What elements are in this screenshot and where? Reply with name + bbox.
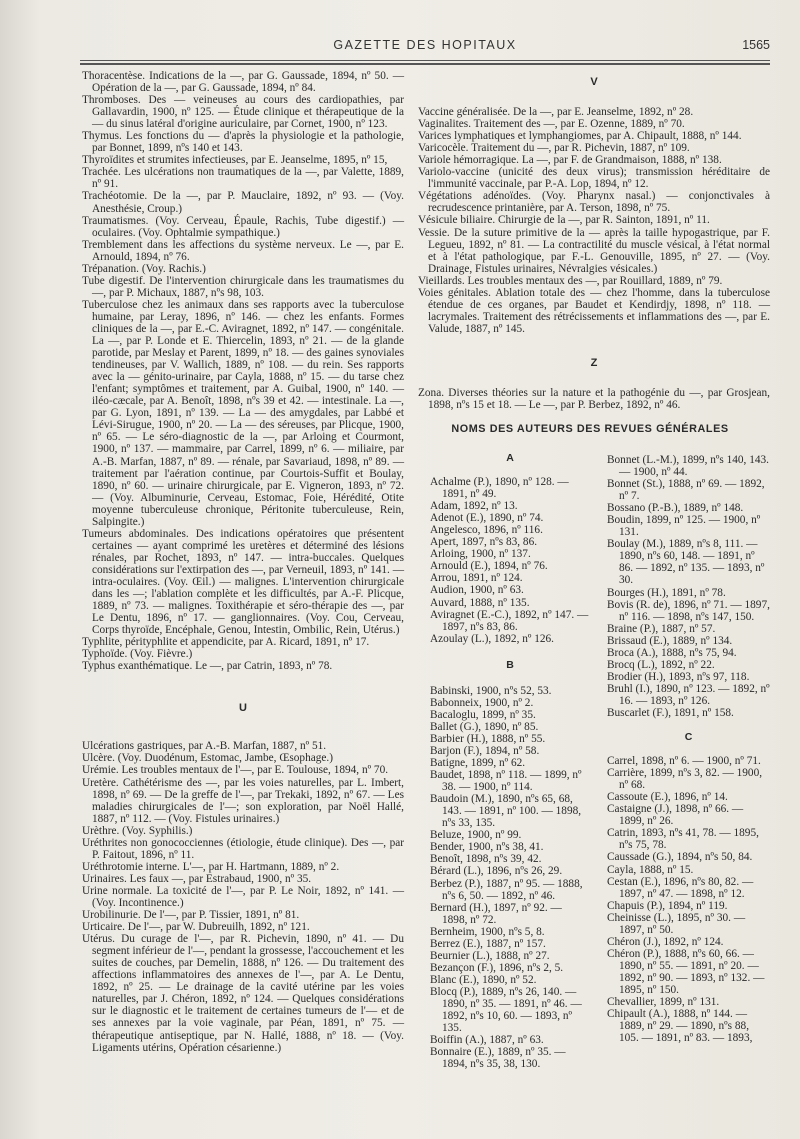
author-entry: Brissaud (E.), 1889, nº 134.: [607, 634, 733, 647]
author-entry: Beurnier (L.), 1888, nº 27.: [430, 949, 550, 962]
authors-b-continued-list: [607, 454, 770, 719]
author-entry: Broca (A.), 1888, nºs 75, 94.: [607, 646, 737, 659]
author-entry: Bossano (P.-B.), 1889, nº 148.: [607, 502, 744, 515]
author-entry: Boiffin (A.), 1887, nº 63.: [430, 1034, 544, 1047]
index-entry: Tremblement dans les affections du système nerveux. Le —, par E. Arnould, 1894, nº 76.: [82, 238, 404, 263]
author-entry: Babonneix, 1900, nº 2.: [430, 696, 534, 709]
index-entry: Traumatismes. (Voy. Cerveau, Épaule, Rachis, Tube digestif.) — oculaires. (Voy. Ophtalmie sympathique.): [82, 214, 404, 239]
header-rule-thick: [80, 63, 770, 65]
index-entry: Trachée. Les ulcérations non traumatiques de la —, par Valette, 1889, nº 91.: [82, 166, 404, 191]
index-entry: Varicocèle. Traitement du —, par R. Pichevin, 1887, nº 109.: [418, 142, 690, 155]
author-entry: Bovis (R. de), 1896, nº 71. — 1897, nº 116. — 1898, nºs 147, 150.: [607, 598, 770, 623]
authors-b-list: [430, 685, 590, 1071]
author-entry: Arloing, 1900, nº 137.: [430, 548, 531, 561]
authors-a-list: [430, 476, 590, 645]
author-entry: Blocq (P.), 1889, nºs 26, 140. — 1890, nº 35. — 1891, nº 46. — 1892, nºs 10, 60. — 1893, nº 135.: [430, 985, 582, 1035]
author-entry: Chapuis (P.), 1894, nº 119.: [607, 899, 728, 912]
index-entry: Végétations adénoïdes. (Voy. Pharynx nasal.) — conjonctivales à recrudescence printanière, par A. Terson, 1898, nº 75.: [418, 190, 770, 215]
index-entry: Typhus exanthématique. Le —, par Catrin, 1893, nº 78.: [82, 660, 333, 673]
author-entry: Chipault (A.), 1888, nº 144. — 1889, nº 29. — 1890, nºs 88, 105. — 1891, nº 83. — 1893,: [607, 1008, 753, 1045]
author-entry: Bernheim, 1900, nºs 5, 8.: [430, 925, 545, 938]
author-entry: Carrière, 1899, nºs 3, 82. — 1900, nº 68.: [607, 767, 763, 792]
index-entry: Thymus. Les fonctions du — d'après la physiologie et la pathologie, par Bonnet, 1899, nºs 140 et 143.: [82, 130, 404, 155]
index-entry: Uretère. Cathétérisme des —, par les voies naturelles, par L. Imbert, 1898, nº 69. — De la greffe de l'—, par Trekaki, 1892, nº 67. — Les maladies chirurgicales de l'—; son exploration, par Noël Hallé, 1887, nº 112. — (Voy. Fistules urinaires.): [82, 776, 404, 825]
author-entry: Brodier (H.), 1893, nºs 97, 118.: [607, 670, 750, 683]
author-entry: Adam, 1892, nº 13.: [430, 500, 518, 513]
index-entry: Thromboses. Des — veineuses au cours des cardiopathies, par Gallavardin, 1900, nº 125. — Étude clinique et thérapeutique de la — du sinus latéral d'origine auriculaire, par Cornet, 1900, nº 123.: [82, 94, 404, 131]
entries-z: [418, 387, 770, 411]
author-entry: Chevallier, 1899, nº 131.: [607, 996, 720, 1009]
index-entry: Tuberculose chez les animaux dans ses rapports avec la tuberculose humaine, par Leray, 1896, nº 146. — chez les enfants. Formes cliniques de la —, par E.-C. Aviragnet, 1892, nº 147. — congénitale. La —, par P. Londe et E. Thiercelin, 1893, nº 21. — de la glande parotide, par Meslay et Parent, 1899, nº 18. — des gaines synoviales tendineuses, par V. Wallich, 1889, nº 108. — du rein. Ses rapports avec la — génito-urinaire, par Cayla, 1888, nº 15. — du tarse chez l'enfant; symptômes et traitement, par A. Guibal, 1900, nº 140. — iléo-cæcale, par A. Benoît, 1898, nºs 39 et 42. — intestinale. La —, par G. Lyon, 1891, nº 139. — La — des amygdales, par Labbé et Lévi-Sirugue, 1900, nº 20. — La — des séreuses, par Plicque, 1900, nº 65. — Le séro-diagnostic de la —, par Arloing et Courmont, 1900, nº 137. — mammaire, par Carrel, 1899, nº 6. — miliaire, par A.-B. Marfan, 1887, nº 89. — rénale, par Savariaud, 1898, nº 89. — traitement par l'aération continue, par Courtois-Suffit et Boulay, 1890, nº 60. — urinaire chirurgicale, par E. Vigneron, 1893, nº 72. — (Voy. Albuminurie, Cerveau, Estomac, Foie, Hérédité, Otite moyenne tuberculeuse chronique, Péritonite tuberculeuse, Rein, Salpingite.): [82, 298, 404, 528]
right-column: [418, 76, 770, 411]
author-entry: Carrel, 1898, nº 6. — 1900, nº 71.: [607, 755, 761, 768]
author-entry: Berbez (P.), 1887, nº 95. — 1888, nºs 6, 50. — 1892, nº 46.: [430, 877, 583, 902]
author-entry: Apert, 1897, nºs 83, 86.: [430, 536, 538, 549]
index-entry: Uréthrotomie interne. L'—, par H. Hartmann, 1889, nº 2.: [82, 860, 340, 873]
author-entry: Blanc (E.), 1890, nº 52.: [430, 973, 537, 986]
entries-u: [82, 740, 404, 1053]
author-entry: Adenot (E.), 1890, nº 74.: [430, 512, 544, 525]
page-number: 1565: [742, 38, 770, 52]
authors-column-bc: [607, 454, 770, 1044]
author-entry: Bruhl (I.), 1890, nº 123. — 1892, nº 16. — 1893, nº 126.: [607, 682, 770, 707]
authors-column-ab: [430, 448, 590, 1070]
author-entry: Barbier (H.), 1888, nº 55.: [430, 732, 546, 745]
index-entry: Vieillards. Les troubles mentaux des —, par Rouillard, 1889, nº 79.: [418, 274, 723, 287]
author-entry: Cayla, 1888, nº 15.: [607, 863, 694, 876]
author-entry: Bacaloglu, 1899, nº 35.: [430, 708, 536, 721]
index-entry: Voies génitales. Ablation totale des — chez l'homme, dans la tuberculose étendue de ces organes, par Baudet et Kendirdjy, 1898, nº 118. — lacrymales. Traitement des rétrécissements et inflammations des —, par E. Valude, 1887, nº 145.: [418, 286, 770, 335]
index-entry: Tube digestif. De l'intervention chirurgicale dans les traumatismes du —, par P. Michaux, 1887, nºs 98, 103.: [82, 274, 404, 299]
index-entry: Variolo-vaccine (unicité des deux virus); transmission héréditaire de l'immunité vaccinale, par P.-A. Lop, 1894, nº 12.: [418, 166, 770, 191]
index-entry: Vésicule biliaire. Chirurgie de la —, par R. Sainton, 1891, nº 11.: [418, 214, 710, 227]
author-entry: Benoît, 1898, nºs 39, 42.: [430, 853, 542, 866]
index-entry: Varices lymphatiques et lymphangiomes, par A. Chipault, 1888, nº 144.: [418, 130, 742, 143]
author-entry: Chéron (J.), 1892, nº 124.: [607, 935, 724, 948]
author-entry: Babinski, 1900, nºs 52, 53.: [430, 684, 552, 697]
index-entry: Zona. Diverses théories sur la nature et la pathogénie du —, par Grosjean, 1898, nºs 15 et 18. — Le —, par P. Berbez, 1892, nº 46.: [418, 386, 770, 412]
author-entry: Caussade (G.), 1894, nºs 50, 84.: [607, 851, 753, 864]
index-entry: Urticaire. De l'—, par W. Dubreuilh, 1892, nº 121.: [82, 921, 310, 934]
index-entry: Urèthre. (Voy. Syphilis.): [82, 824, 193, 837]
entries-v: [418, 106, 770, 335]
author-entry: Cassoute (E.), 1896, nº 14.: [607, 791, 728, 804]
section-letter-z: Z: [590, 356, 598, 369]
author-entry: Bezançon (F.), 1896, nºs 2, 5.: [430, 961, 564, 974]
index-entry: Uréthrites non gonococciennes (étiologie, étude clinique). Des —, par P. Faitout, 1896, nº 11.: [82, 836, 404, 861]
index-entry: Urine normale. La toxicité de l'—, par P. Le Noir, 1892, nº 141. — (Voy. Incontinence.): [82, 884, 404, 909]
author-entry: Achalme (P.), 1890, nº 128. — 1891, nº 49.: [430, 476, 569, 501]
author-entry: Boulay (M.), 1889, nºs 8, 111. — 1890, nºs 60, 148. — 1891, nº 86. — 1892, nº 135. — 1893, nº 30.: [607, 538, 765, 587]
index-entry: Ulcérations gastriques, par A.-B. Marfan, 1887, nº 51.: [82, 740, 327, 753]
author-entry: Bonnet (St.), 1888, nº 69. — 1892, nº 7.: [607, 478, 765, 503]
author-entry: Brocq (L.), 1892, nº 22.: [607, 658, 715, 671]
author-entry: Batigne, 1899, nº 62.: [430, 757, 526, 770]
index-entry: Trachéotomie. De la —, par P. Mauclaire, 1892, nº 93. — (Voy. Anesthésie, Croup.): [82, 190, 404, 215]
author-entry: Angelesco, 1896, nº 116.: [430, 524, 543, 537]
section-letter-v: V: [590, 76, 598, 88]
index-entry: Thoracentèse. Indications de la —, par G. Gaussade, 1894, nº 50. — Opération de la —, par G. Gaussade, 1894, nº 84.: [82, 70, 404, 95]
author-entry: Catrin, 1893, nºs 41, 78. — 1895, nºs 75, 78.: [607, 827, 759, 852]
author-entry: Audion, 1900, nº 63.: [430, 584, 524, 597]
authors-letter-c: C: [684, 731, 693, 744]
index-entry: Tumeurs abdominales. Des indications opératoires que présentent certaines — ayant comprimé les uretères et déterminé des lésions rénales, par Rochet, 1893, nº 147. — intra-buccales. Quelques considérations sur l'extirpation des —, par Verneuil, 1893, nº 141. — intra-oculaires. (Voy. Œil.) — malignes. L'intervention chirurgicale dans les —; l'ablation complète et les difficultés, par A.-F. Plicque, 1889, nº 73. — malignes. Toxithérapie et séro-thérapie des —, par Le Dentu, 1896, nº 17. — ganglionnaires. (Voy. Cou, Cerveau, Corps thyroïde, Encéphale, Genou, Intestin, Ombilic, Rein, Utérus.): [82, 527, 404, 637]
author-entry: Baudoin (M.), 1890, nºs 65, 68, 143. — 1891, nº 100. — 1898, nºs 33, 135.: [430, 793, 582, 830]
author-entry: Boudin, 1899, nº 125. — 1900, nº 131.: [607, 514, 761, 539]
author-entry: Baudet, 1898, nº 118. — 1899, nº 38. — 1900, nº 114.: [430, 769, 582, 794]
author-entry: Bérard (L.), 1896, nºs 26, 29.: [430, 865, 563, 878]
index-entry: Thyroïdites et strumites infectieuses, par E. Jeanselme, 1895, nº 15,: [82, 154, 388, 167]
index-entry: Vaccine généralisée. De la —, par E. Jeanselme, 1892, nº 28.: [418, 106, 694, 119]
index-entry: Utérus. Du curage de l'—, par R. Pichevin, 1890, nº 41. — Du segment inférieur de l'—, pendant la grossesse, l'accouchement et les suites de couches, par Demelin, 1888, nº 126. — Du traitement des affections inflammatoires des annexes de l'—, par A. Le Dentu, 1892, nº 25. — Le drainage de la cavité utérine par les voies naturelles, par J. Chéron, 1892, nº 124. — Quelques considérations sur le diagnostic et le traitement de certaines tumeurs de l'— et de ses annexes par la voie vaginale, par Péan, 1891, nº 75. — thérapeutique antiseptique, par N. Hallé, 1888, nº 18. — (Voy. Ligaments utérins, Opération césarienne.): [82, 933, 404, 1054]
author-entry: Barjon (F.), 1894, nº 58.: [430, 744, 540, 757]
header-rule: [80, 60, 770, 61]
author-entry: Ballet (G.), 1890, nº 85.: [430, 720, 539, 733]
author-entry: Beluze, 1900, nº 99.: [430, 829, 522, 842]
author-entry: Cestan (E.), 1896, nºs 80, 82. — 1897, nº 47. — 1898, nº 12.: [607, 875, 754, 900]
journal-title: GAZETTE DES HOPITAUX: [333, 38, 517, 52]
index-entry: Urémie. Les troubles mentaux de l'—, par E. Toulouse, 1894, nº 70.: [82, 764, 389, 777]
left-column: [82, 70, 404, 1054]
author-entry: Bourges (H.), 1891, nº 78.: [607, 586, 726, 599]
index-entry: Urobilinurie. De l'—, par P. Tissier, 1891, nº 81.: [82, 909, 300, 922]
authors-section-title: NOMS DES AUTEURS DES REVUES GÉNÉRALES: [451, 423, 729, 435]
author-entry: Arrou, 1891, nº 124.: [430, 572, 523, 585]
author-entry: Bender, 1900, nºs 38, 41.: [430, 841, 544, 854]
author-entry: Auvard, 1888, nº 135.: [430, 596, 530, 609]
index-entry: Variole hémorragique. La —, par F. de Grandmaison, 1888, nº 138.: [418, 154, 722, 167]
index-entry: Typhoïde. (Voy. Fièvre.): [82, 648, 193, 661]
index-entry: Trépanation. (Voy. Rachis.): [82, 262, 206, 275]
entries-t: [82, 70, 404, 672]
author-entry: Braine (P.), 1887, nº 57.: [607, 622, 716, 635]
author-entry: Aviragnet (E.-C.), 1892, nº 147. — 1897, nºs 83, 86.: [430, 608, 589, 633]
index-entry: Vessie. De la suture primitive de la — après la taille hypogastrique, par F. Legueu, 1892, nº 81. — La contractilité du muscle vésical, à l'état normal et à l'état pathologique, par F.-L. Genouville, 1895, nº 27. — (Voy. Drainage, Fistules urinaires, Névralgies vésicales.): [418, 226, 770, 275]
author-entry: Buscarlet (F.), 1891, nº 158.: [607, 706, 734, 719]
authors-c-list: [607, 755, 770, 1044]
authors-letter-a: A: [506, 452, 514, 464]
author-entry: Azoulay (L.), 1892, nº 126.: [430, 632, 554, 645]
authors-letter-b: B: [506, 658, 514, 671]
index-entry: Ulcère. (Voy. Duodénum, Estomac, Jambe, Œsophage.): [82, 752, 333, 765]
index-entry: Typhlite, pérityphlite et appendicite, par A. Ricard, 1891, nº 17.: [82, 636, 370, 649]
index-entry: Vaginalites. Traitement des —, par E. Ozenne, 1889, nº 70.: [418, 118, 685, 131]
author-entry: Bernard (H.), 1897, nº 92. — 1898, nº 72.: [430, 901, 562, 926]
author-entry: Berrez (E.), 1887, nº 157.: [430, 937, 546, 950]
index-entry: Urinaires. Les faux —, par Estrabaud, 1900, nº 35.: [82, 872, 312, 885]
page-header: [80, 38, 770, 58]
author-entry: Arnould (E.), 1894, nº 76.: [430, 560, 548, 573]
author-entry: Chéron (P.), 1888, nºs 60, 66. — 1890, nº 55. — 1891, nº 20. — 1892, nº 90. — 1893, nº 132. — 1895, nº 150.: [607, 947, 765, 996]
author-entry: Cheinisse (L.), 1895, nº 30. — 1897, nº 50.: [607, 911, 746, 936]
author-entry: Castaigne (J.), 1898, nº 66. — 1899, nº 26.: [607, 803, 744, 828]
author-entry: Bonnaire (E.), 1889, nº 35. — 1894, nºs 35, 38, 130.: [430, 1046, 566, 1071]
section-letter-u: U: [239, 702, 247, 715]
author-entry: Bonnet (L.-M.), 1899, nºs 140, 143. — 1900, nº 44.: [607, 454, 769, 479]
